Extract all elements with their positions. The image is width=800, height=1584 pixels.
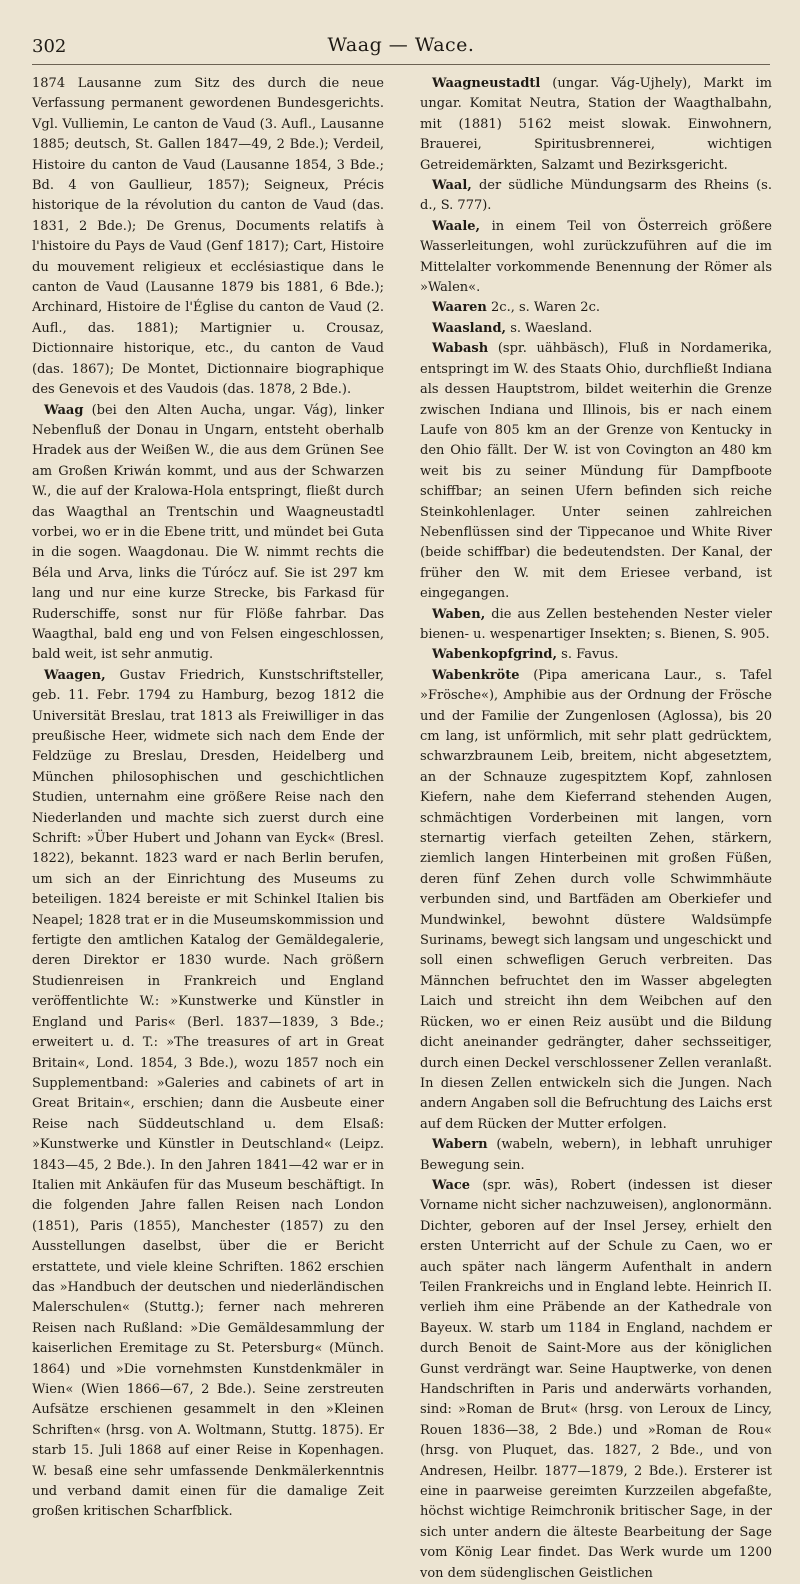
entry-headword: Wabenkopfgrind, <box>432 647 558 663</box>
left-column <box>32 74 384 1520</box>
entry <box>420 319 772 339</box>
right-column <box>420 74 773 1581</box>
entry-text: (ungar. Vág-Ujhely), Markt im ungar. Komitat Neutra, Station der Waagthalbahn, mit (1881) 5162 meist slowak. Einwohnern, Brauerei, Spiritusbrennerei, wichtigen Getreidemärkten, Salzamt und Bezirksgericht. <box>420 76 772 173</box>
entry-text: (bei den Alten Aucha, ungar. Vág), linker Nebenfluß der Donau in Ungarn, entsteht oberhalb Hradek aus der Weißen W., die aus dem Grünen See am Großen Kriwán kommt, und aus der Schwarzen W., die auf der Kralowa-Hola entspringt, fließt durch das Waagthal an Trentschin und Waagneustadtl vorbei, wo er in die Ebene tritt, und mündet bei Guta in die sogen. Waagdonau. Die W. nimmt rechts die Béla und Arva, links die Túrócz auf. Sie ist 297 km lang und nur eine kurze Strecke, bis Farkasd für Ruderschiffe, sonst nur für Flöße fahrbar. Das Waagthal, bald eng und von Felsen eingeschlossen, bald weit, ist sehr anmutig. <box>32 402 384 663</box>
entry-text: Gustav Friedrich, Kunstschriftsteller, geb. 11. Febr. 1794 zu Hamburg, bezog 1812 die Universität Breslau, trat 1813 als Freiwilliger in das preußische Heer, widmete sich nach dem Ende der Feldzüge zu Breslau, Dresden, Heidelberg und München philosophischen und geschichtlichen Studien, unternahm eine größere Reise nach den Niederlanden und machte sich zuerst durch eine Schrift: »Über Hubert und Johann van Eyck« (Bresl. 1822), bekannt. 1823 ward er nach Berlin berufen, um sich an der Einrichtung des Museums zu beteiligen. 1824 bereiste er mit Schinkel Italien bis Neapel; 1828 trat er in die Museumskommission und fertigte den amtlichen Katalog der Gemäldegalerie, deren Direktor er 1830 wurde. Nach größern Studienreisen in Frankreich und England veröffentlichte W.: »Kunstwerke und Künstler in England und Paris« (Berl. 1837—1839, 3 Bde.; erweitert u. d. T.: »The treasures of art in Great Britain«, Lond. 1854, 3 Bde.), wozu 1857 noch ein Supplementband: »Galeries and cabinets of art in Great Britain«, erschien; dann die Ausbeute einer Reise nach Süddeutschland u. dem Elsaß: »Kunstwerke und Künstler in Deutschland« (Leipz. 1843—45, 2 Bde.). In den Jahren 1841—42 war er in Italien mit Ankäufen für das Museum beschäftigt. In die folgenden Jahre fallen Reisen nach London (1851), Paris (1855), Manchester (1857) zu den Ausstellungen daselbst, über die er Bericht erstattete, und viele kleine Schriften. 1862 erschien das »Handbuch der deutschen und niederländischen Malerschulen« (Stuttg.); ferner nach mehreren Reisen nach Rußland: »Die Gemäldesammlung der kaiserlichen Eremitage zu St. Petersburg« (Münch. 1864) und »Die vornehmsten Kunstdenkmäler in Wien« (Wien 1866—67, 2 Bde.). Seine zerstreuten Aufsätze erschienen gesammelt in den »Kleinen Schriften« (hrsg. von A. Woltmann, Stuttg. 1875). Er starb 15. Juli 1868 auf einer Reise in Kopenhagen. W. besaß eine sehr umfassende Denkmälerkenntnis und verband damit einen für die damalige Zeit großen kritischen Scharfblick. <box>32 667 384 1520</box>
running-head: Waag — Wace. <box>327 34 475 56</box>
entry-headword: Waaren <box>432 300 487 316</box>
entry-text: s. Favus. <box>561 647 619 663</box>
entry-headword: Wace <box>432 1177 471 1193</box>
entry-text: (spr. uähbäsch), Fluß in Nordamerika, entspringt im W. des Staats Ohio, durchfließt Indiana als dessen Hauptstrom, bildet weiterhin die Grenze zwischen Indiana und Illinois, bis er nach einem Laufe von 805 km an der Grenze von Kentucky in den Ohio fällt. Der W. ist von Covington an 480 km weit bis zu seiner Mündung für Dampfboote schiffbar; an seinen Ufern befinden sich reiche Steinkohlenlager. Unter seinen zahlreichen Nebenflüssen sind der Tippecanoe und White River (beide schiffbar) die bedeutendsten. Der Kanal, der früher den W. mit dem Eriesee verband, ist eingegangen. <box>420 341 772 602</box>
page-header <box>32 34 770 65</box>
entry-text: 1874 Lausanne zum Sitz des durch die neue Verfassung permanent gewordenen Bundesgerichts. Vgl. Vulliemin, Le canton de Vaud (3. Aufl., Lausanne 1885; deutsch, St. Gallen 1847—49, 2 Bde.); Verdeil, Histoire du canton de Vaud (Lausanne 1854, 3 Bde.; Bd. 4 von Gaullieur, 1857); Seigneux, Précis historique de la révolution du canton de Vaud (das. 1831, 2 Bde.); De Grenus, Documents relatifs à l'histoire du Pays de Vaud (Genf 1817); Cart, Histoire du mouvement religieux et ecclésiastique dans le canton de Vaud (Lausanne 1879 bis 1881, 6 Bde.); Archinard, Histoire de l'Église du canton de Vaud (2. Aufl., das. 1881); Martignier u. Crousaz, Dictionnaire historique, etc., du canton de Vaud (das. 1867); De Montet, Dictionnaire biographique des Genevois et des Vaudois (das. 1878, 2 Bde.). <box>32 76 384 398</box>
entry <box>420 339 772 604</box>
entry <box>420 176 772 217</box>
entry-headword: Waag <box>44 402 84 418</box>
entry <box>420 1176 772 1584</box>
entry <box>420 74 772 176</box>
entry-headword: Waagen, <box>44 667 106 683</box>
entry <box>420 298 772 318</box>
entry-headword: Waal, <box>432 178 472 194</box>
entry <box>420 666 772 1135</box>
entry-headword: Waale, <box>432 218 481 234</box>
entry <box>420 217 772 299</box>
entry-text: s. Waesland. <box>510 320 593 336</box>
entry-headword: Wabash <box>432 341 489 357</box>
entry-text: in einem Teil von Österreich größere Wasserleitungen, wohl zurückzuführen auf die im Mittelalter vorkommende Benennung der Römer als »Walen«. <box>420 218 772 296</box>
entry-headword: Waagneustadtl <box>432 76 541 91</box>
entry <box>420 605 772 646</box>
entry-text: der südliche Mündungsarm des Rheins (s. d., S. 777). <box>420 178 772 214</box>
entry-text: (wabeln, webern), in lebhaft unruhiger Bewegung sein. <box>420 1137 772 1173</box>
entry <box>32 666 384 1523</box>
entry-headword: Waben, <box>432 606 486 622</box>
entry <box>420 645 772 665</box>
entry-headword: Wabern <box>432 1137 488 1153</box>
entry <box>420 1135 772 1176</box>
entry <box>32 401 384 666</box>
entry <box>32 74 384 401</box>
entry-headword: Wabenkröte <box>432 667 520 683</box>
entry-text: (Pipa americana Laur., s. Tafel »Frösche«), Amphibie aus der Ordnung der Frösche und der Familie der Zungenlosen (Aglossa), bis 20 cm lang, ist unförmlich, mit sehr platt gedrücktem, schwarzbraunem Leib, breitem, nicht abgesetztem, an der Schnauze zugespitztem Kopf, zahnlosen Kiefern, nahe dem Kieferrand stehenden Augen, schmächtigen Vorderbeinen mit langen, vorn sternartig vierfach geteilten Zehen, stärkern, ziemlich langen Hinterbeinen mit großen Füßen, deren fünf Zehen durch volle Schwimmhäute verbunden sind, und Bartfäden am Oberkiefer und Mundwinkel, bewohnt düstere Waldsümpfe Surinams, bewegt sich langsam und ungeschickt und soll einen schwefligen Geruch verbreiten. Das Männchen befruchtet den im Wasser abgelegten Laich und streicht ihn dem Weibchen auf den Rücken, wo er einen Reiz ausübt und die Bildung dicht aneinander gedrängter, daher sechsseitiger, durch einen Deckel verschlossener Zellen veranlaßt. In diesen Zellen entwickeln sich die Jungen. Nach andern Angaben soll die Befruchtung des Laichs erst auf dem Rücken der Mutter erfolgen. <box>420 667 773 1132</box>
entry-headword: Waasland, <box>432 320 507 336</box>
entry-text: die aus Zellen bestehenden Nester vieler bienen- u. wespenartiger Insekten; s. Bienen, S. 905. <box>420 606 772 642</box>
entry-text: 2c., s. Waren 2c. <box>491 300 600 316</box>
page-number: 302 <box>32 36 67 57</box>
entry-text: (spr. wās), Robert (indessen ist dieser Vorname nicht sicher nachzuweisen), anglonormänn. Dichter, geboren auf der Insel Jersey, erhielt den ersten Unterricht auf der Schule zu Caen, wo er auch später nach längerm Aufenthalt in andern Teilen Frankreichs und in England lebte. Heinrich II. verlieh ihm eine Präbende an der Kathedrale von Bayeux. W. starb um 1184 in England, nachdem er durch Benoit de Saint-More aus der königlichen Gunst verdrängt war. Seine Hauptwerke, von denen Handschriften in Paris und anderwärts vorhanden, sind: »Roman de Brut« (hrsg. von Leroux de Lincy, Rouen 1836—38, 2 Bde.) und »Roman de Rou« (hrsg. von Pluquet, das. 1827, 2 Bde., und von Andresen, Heilbr. 1877—1879, 2 Bde.). Ersterer ist eine in paarweise gereimten Kurzzeilen abgefaßte, höchst wichtige Reimchronik britischer Sage, in der sich unter andern die älteste Bearbeitung der Sage vom König Lear findet. Das Werk wurde um 1200 von dem südenglischen Geistlichen <box>420 1177 772 1581</box>
